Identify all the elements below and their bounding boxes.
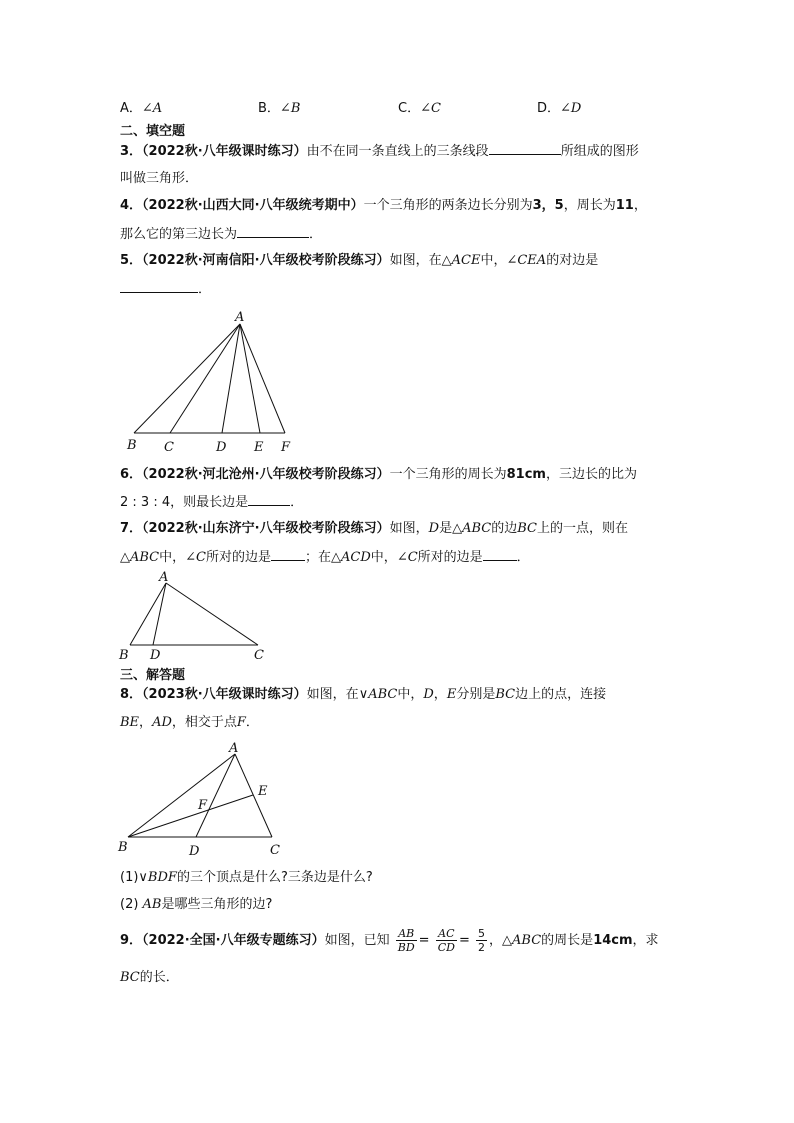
label-a: A	[229, 741, 239, 756]
label-b: B	[118, 840, 128, 855]
label-c: C	[270, 843, 280, 858]
figure-q7	[116, 569, 276, 663]
question-8-part-1: (1)∨BDF的三个顶点是什么?三条边是什么?	[120, 870, 373, 885]
fraction-ab-bd: $\frac{AB}{BD}$	[397, 927, 415, 954]
section-heading-solve: 三、解答题	[120, 668, 186, 683]
answer-blank[interactable]	[248, 493, 290, 506]
answer-blank[interactable]	[271, 548, 305, 561]
label-c: C	[254, 648, 264, 663]
option-d: D．∠D	[537, 101, 582, 116]
label-a: A	[159, 570, 169, 585]
label-b: B	[119, 648, 129, 663]
answer-blank[interactable]	[120, 280, 198, 293]
segment-ab	[134, 324, 240, 433]
segment-ab	[128, 754, 235, 837]
label-e: E	[254, 440, 264, 455]
option-c: C．∠C	[398, 101, 441, 116]
fraction-ac-cd: $\frac{AC}{CD}$	[437, 927, 455, 954]
question-8-cont: BE，AD，相交于点F．	[120, 715, 259, 730]
option-a: A．∠A	[120, 101, 163, 116]
answer-blank[interactable]	[237, 225, 309, 238]
option-b: B．∠B	[258, 101, 301, 116]
question-7-cont: △ABC中，∠C所对的边是 ；在△ACD中，∠C所对的边是 ．	[120, 550, 530, 565]
question-9-cont: BC的长．	[120, 970, 179, 985]
segment-af	[240, 324, 285, 433]
section-heading-fill-in: 二、填空题	[120, 124, 186, 139]
label-a: A	[235, 310, 245, 325]
answer-blank[interactable]	[489, 142, 561, 155]
segment-ae	[240, 324, 260, 433]
label-f: F	[198, 798, 208, 813]
label-d: D	[189, 844, 200, 859]
segment-ab	[130, 583, 166, 645]
label-f: F	[281, 440, 291, 455]
question-4-cont: 那么它的第三边长为 ．	[120, 227, 323, 242]
question-4: 4．（2022秋·山西大同·八年级统考期中）一个三角形的两条边长分别为3，5，周长为11，	[120, 198, 647, 213]
question-3: 3．（2022秋·八年级课时练习）由不在同一条直线上的三条线段 所组成的图形	[120, 144, 639, 159]
question-6: 6．（2022秋·河北沧州·八年级校考阶段练习）一个三角形的周长为81cm，三边长的比为	[120, 467, 637, 482]
segment-be	[128, 795, 253, 837]
question-8-part-2: (2) AB是哪些三角形的边?	[120, 897, 273, 912]
segment-ad	[196, 754, 235, 837]
fraction-5-2: $\frac{5}{2}$	[478, 927, 486, 954]
label-d: D	[216, 440, 227, 455]
question-6-cont: 2 : 3 : 4，则最长边是 ．	[120, 495, 304, 510]
label-d: D	[150, 648, 161, 663]
question-5-cont: ．	[120, 280, 211, 299]
figure-q8	[114, 737, 294, 862]
figure-q5	[120, 306, 310, 456]
label-c: C	[164, 440, 174, 455]
question-9: 9．（2022·全国·八年级专题练习）如图，已知 $\frac{AB}{BD}$ = $\frac{AC}{CD}$ = $\frac{5}{2}$ ，△ABC的周长是14cm，求	[120, 927, 659, 954]
segment-ac	[170, 324, 240, 433]
segment-ac	[166, 583, 258, 645]
answer-blank[interactable]	[483, 548, 517, 561]
question-5: 5．（2022秋·河南信阳·八年级校考阶段练习）如图，在△ACE中，∠CEA的对边是	[120, 253, 599, 268]
question-3-cont: 叫做三角形．	[120, 171, 199, 186]
question-7: 7．（2022秋·山东济宁·八年级校考阶段练习）如图，D是△ABC的边BC上的一点，则在	[120, 521, 628, 536]
question-8: 8．（2023秋·八年级课时练习）如图，在∨ABC中，D，E分别是BC边上的点，连接	[120, 687, 607, 702]
segment-ad	[153, 583, 166, 645]
label-b: B	[127, 438, 137, 453]
label-e: E	[258, 784, 268, 799]
